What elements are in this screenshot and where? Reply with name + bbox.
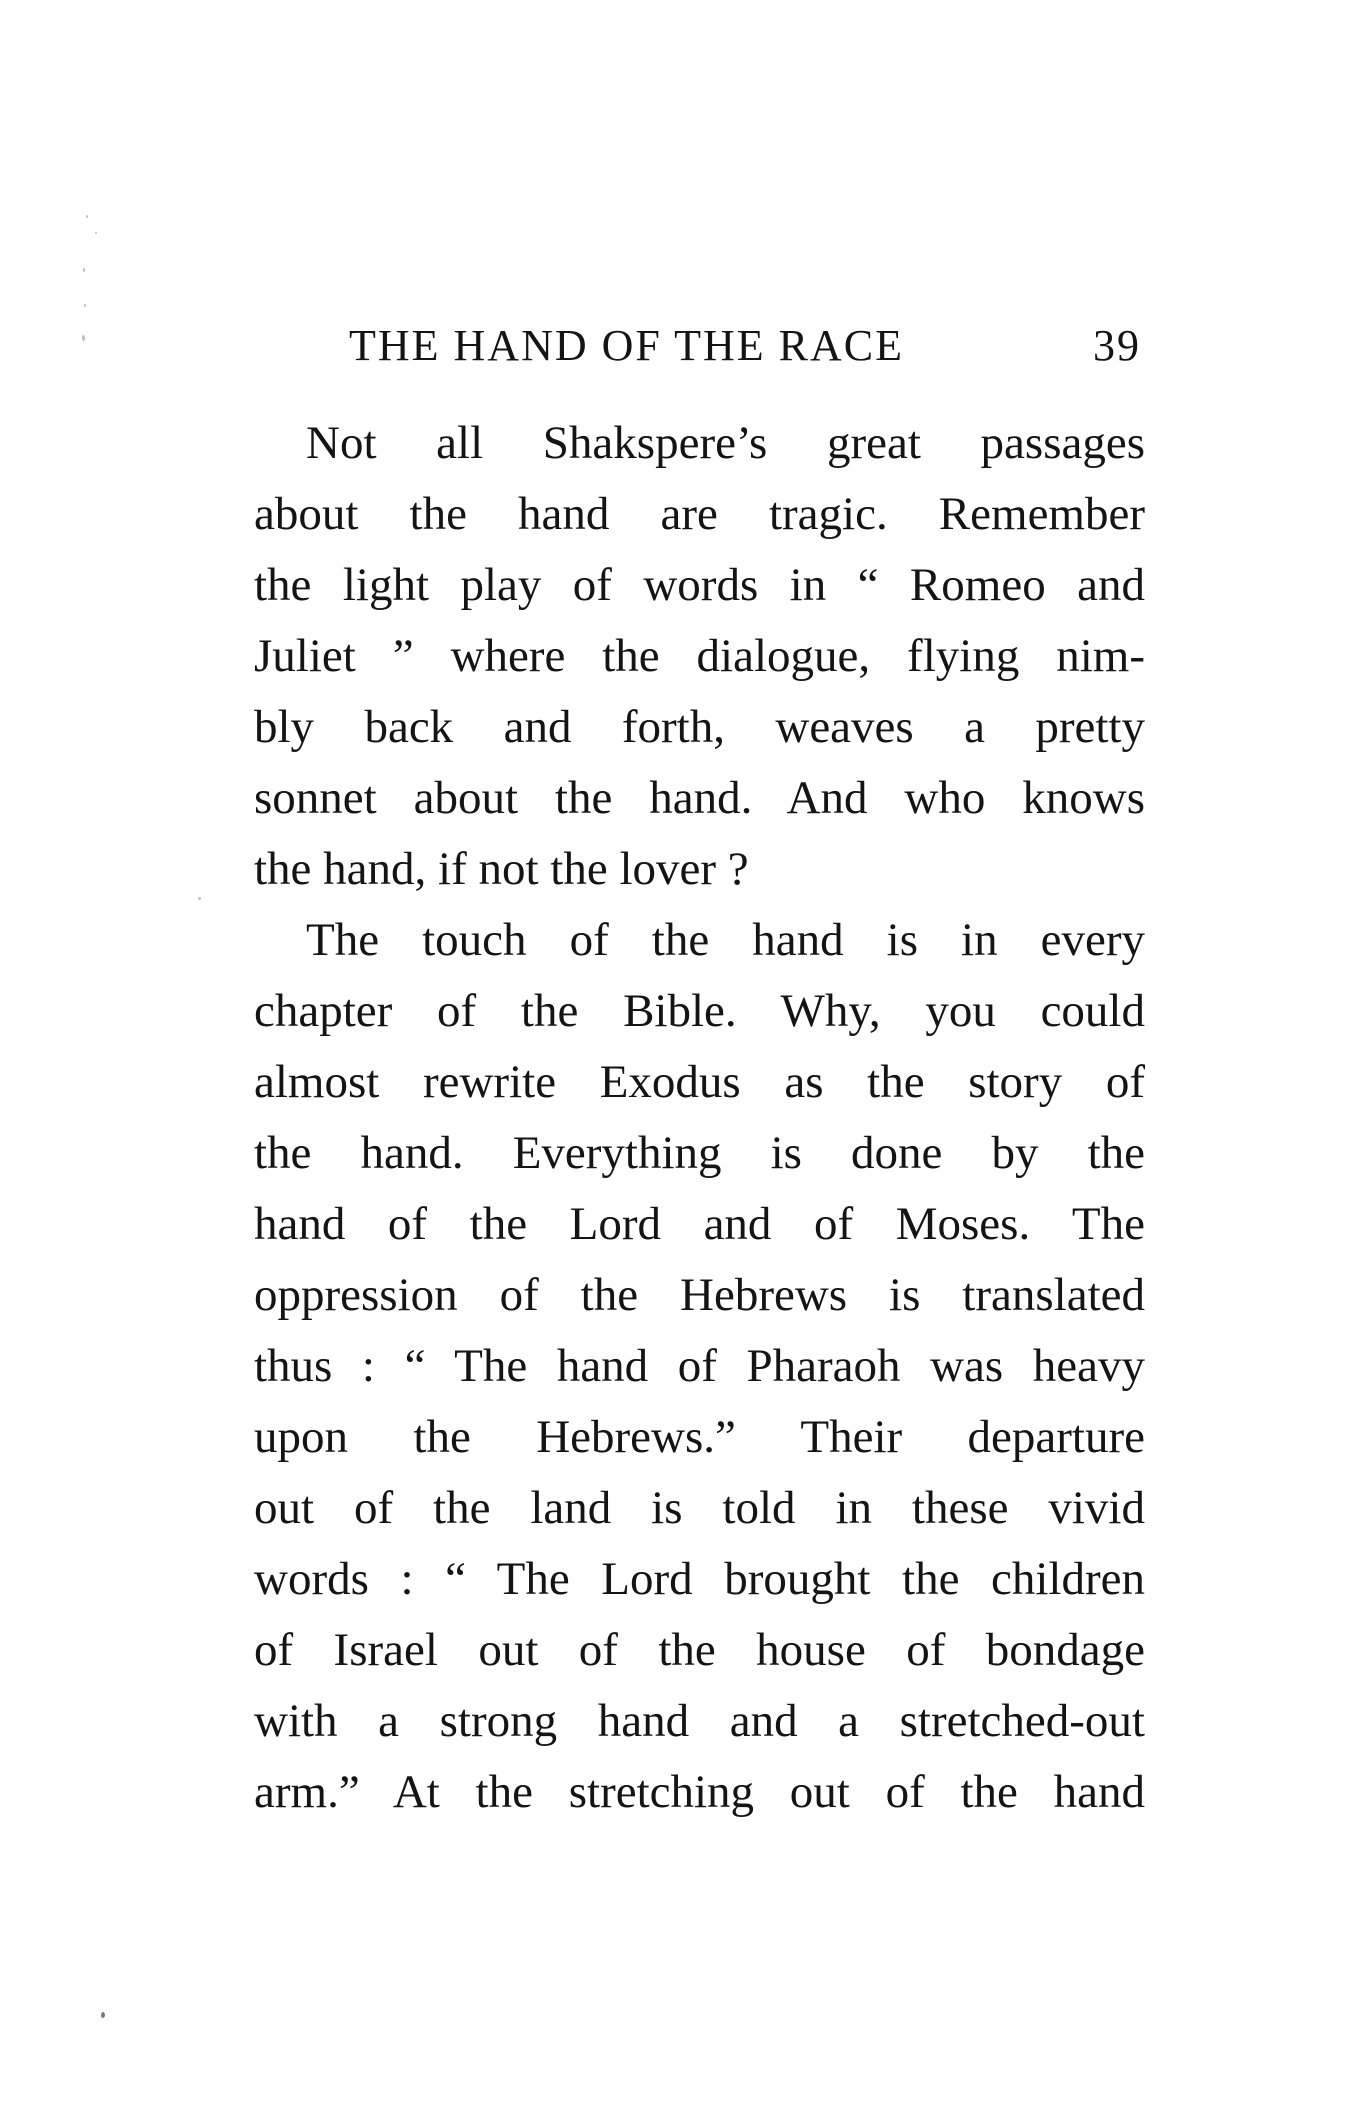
text-line: Not all Shakspere’s great passages xyxy=(306,417,1145,469)
running-title: THE HAND OF THE RACE xyxy=(349,321,904,370)
text-line: upon the Hebrews.” Their departure xyxy=(254,1411,1145,1463)
paragraph xyxy=(254,905,1145,1899)
text-line: The touch of the hand is in every xyxy=(306,914,1145,966)
text-line: hand of the Lord and of Moses. The xyxy=(254,1198,1145,1250)
scan-speck xyxy=(83,268,85,272)
scan-speck xyxy=(84,304,86,307)
text-line: about the hand are tragic. Remember xyxy=(254,488,1145,540)
text-line: the light play of words in “ Romeo and xyxy=(254,559,1145,611)
scan-speck xyxy=(198,897,201,900)
text-line: arm.” At the stretching out of the hand xyxy=(254,1766,1145,1818)
paragraph xyxy=(254,408,1145,905)
body-text xyxy=(254,408,1145,1899)
text-line: bly back and forth, weaves a pretty xyxy=(254,701,1145,753)
scan-speck xyxy=(82,335,85,341)
scan-speck xyxy=(101,2012,105,2018)
scan-speck xyxy=(95,232,97,234)
text-line: words : “ The Lord brought the children xyxy=(254,1553,1145,1605)
text-line: thus : “ The hand of Pharaoh was heavy xyxy=(254,1340,1145,1392)
text-line: almost rewrite Exodus as the story of xyxy=(254,1056,1145,1108)
text-line: out of the land is told in these vivid xyxy=(254,1482,1145,1534)
text-line: sonnet about the hand. And who knows xyxy=(254,772,1145,824)
scan-speck xyxy=(86,215,88,218)
text-line: Juliet ” where the dialogue, flying nim- xyxy=(254,630,1145,682)
text-line: chapter of the Bible. Why, you could xyxy=(254,985,1145,1037)
running-header xyxy=(349,318,1141,374)
page-number: 39 xyxy=(1093,321,1141,370)
text-line: with a strong hand and a stretched-out xyxy=(254,1695,1145,1747)
text-line: of Israel out of the house of bondage xyxy=(254,1624,1145,1676)
text-line xyxy=(254,1828,1145,1899)
text-line: oppression of the Hebrews is translated xyxy=(254,1269,1145,1321)
text-line: the hand, if not the lover ? xyxy=(254,843,749,895)
text-line: the hand. Everything is done by the xyxy=(254,1127,1145,1179)
